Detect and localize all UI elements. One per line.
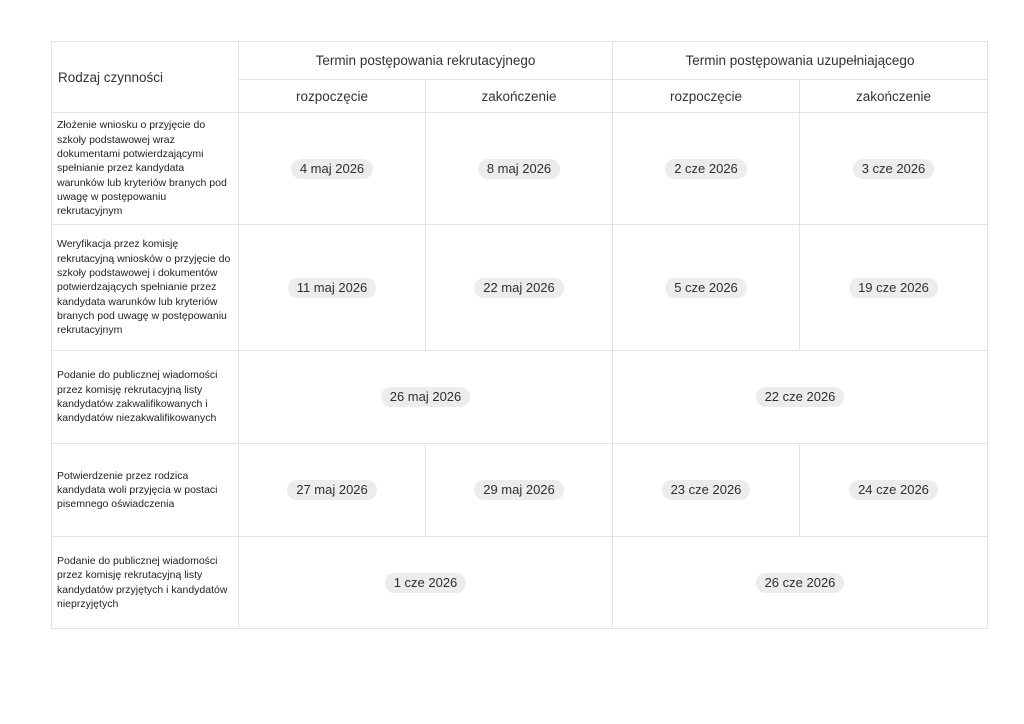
date-cell (613, 113, 800, 225)
date-cell (239, 113, 426, 225)
date-cell (800, 444, 988, 537)
date-badge: 26 maj 2026 (381, 387, 471, 407)
recruitment-schedule-table (51, 41, 988, 629)
date-cell (239, 537, 613, 629)
date-badge: 2 cze 2026 (665, 159, 747, 179)
date-badge: 23 cze 2026 (662, 480, 751, 500)
supplementary-end-header: zakończenie (800, 80, 988, 113)
date-cell (426, 113, 613, 225)
activity-column-header: Rodzaj czynności (52, 42, 239, 113)
date-badge: 29 maj 2026 (474, 480, 564, 500)
date-cell (613, 351, 988, 444)
date-cell (613, 444, 800, 537)
date-cell (239, 351, 613, 444)
date-badge: 1 cze 2026 (385, 573, 467, 593)
date-cell (426, 444, 613, 537)
date-badge: 3 cze 2026 (853, 159, 935, 179)
date-cell (800, 113, 988, 225)
table-row (52, 113, 988, 225)
supplementary-start-header: rozpoczęcie (613, 80, 800, 113)
date-badge: 19 cze 2026 (849, 278, 938, 298)
activity-description: Weryfikacja przez komisję rekrutacyjną wniosków o przyjęcie do szkoły podstawowej i dokumentów potwierdzających spełnianie przez kandydata warunków lub kryteriów branych pod uwagę w postępowaniu rekrutacyjnym (52, 225, 239, 351)
date-badge: 22 cze 2026 (756, 387, 845, 407)
activity-description: Podanie do publicznej wiadomości przez komisję rekrutacyjną listy kandydatów zakwalifikowanych i kandydatów niezakwalifikowanych (52, 351, 239, 444)
date-badge: 5 cze 2026 (665, 278, 747, 298)
date-cell (613, 537, 988, 629)
activity-description: Potwierdzenie przez rodzica kandydata woli przyjęcia w postaci pisemnego oświadczenia (52, 444, 239, 537)
table-row (52, 537, 988, 629)
date-badge: 11 maj 2026 (288, 278, 377, 298)
supplementary-period-header: Termin postępowania uzupełniającego (613, 42, 988, 80)
date-badge: 26 cze 2026 (756, 573, 845, 593)
recruitment-start-header: rozpoczęcie (239, 80, 426, 113)
activity-description: Podanie do publicznej wiadomości przez komisję rekrutacyjną listy kandydatów przyjętych i kandydatów nieprzyjętych (52, 537, 239, 629)
table-row (52, 351, 988, 444)
date-badge: 4 maj 2026 (291, 159, 373, 179)
date-badge: 22 maj 2026 (474, 278, 564, 298)
date-badge: 27 maj 2026 (287, 480, 377, 500)
activity-description: Złożenie wniosku o przyjęcie do szkoły podstawowej wraz dokumentami potwierdzającymi spełnianie przez kandydata warunków lub kryteriów branych pod uwagę w postępowaniu rekrutacyjnym (52, 113, 239, 225)
date-badge: 8 maj 2026 (478, 159, 560, 179)
table-row (52, 444, 988, 537)
date-cell (426, 225, 613, 351)
date-cell (800, 225, 988, 351)
table-row (52, 225, 988, 351)
date-badge: 24 cze 2026 (849, 480, 938, 500)
recruitment-period-header: Termin postępowania rekrutacyjnego (239, 42, 613, 80)
date-cell (239, 444, 426, 537)
date-cell (613, 225, 800, 351)
date-cell (239, 225, 426, 351)
recruitment-end-header: zakończenie (426, 80, 613, 113)
